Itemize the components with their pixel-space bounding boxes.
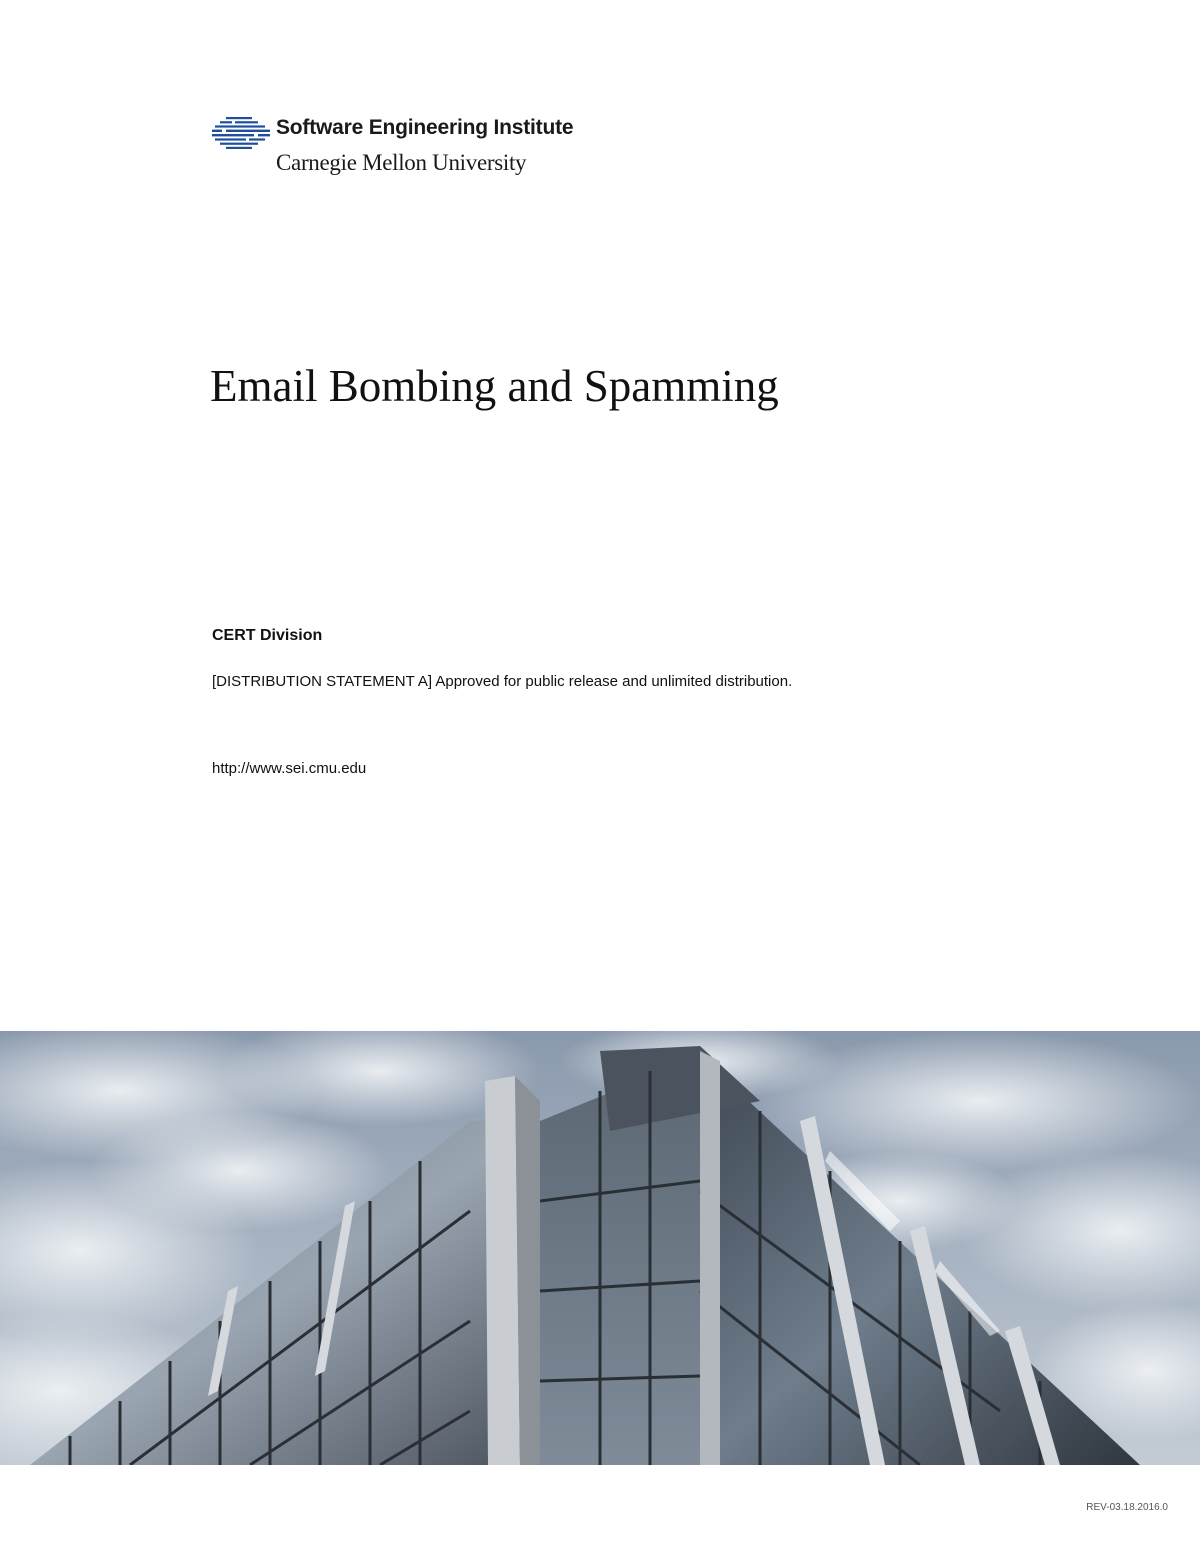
sei-logo xyxy=(212,112,612,182)
glass-office-building-photo xyxy=(0,1031,1200,1465)
distribution-statement: [DISTRIBUTION STATEMENT A] Approved for public release and unlimited distribution. xyxy=(212,673,793,690)
logo-university-name: Carnegie Mellon University xyxy=(276,150,527,175)
website-link[interactable]: http://www.sei.cmu.edu xyxy=(212,760,367,777)
document-title: Email Bombing and Spamming xyxy=(210,361,779,411)
revision-number: REV-03.18.2016.0 xyxy=(1086,1502,1168,1513)
sei-striped-globe-icon xyxy=(212,116,270,150)
division-label: CERT Division xyxy=(212,627,323,644)
logo-institute-name: Software Engineering Institute xyxy=(276,116,574,139)
